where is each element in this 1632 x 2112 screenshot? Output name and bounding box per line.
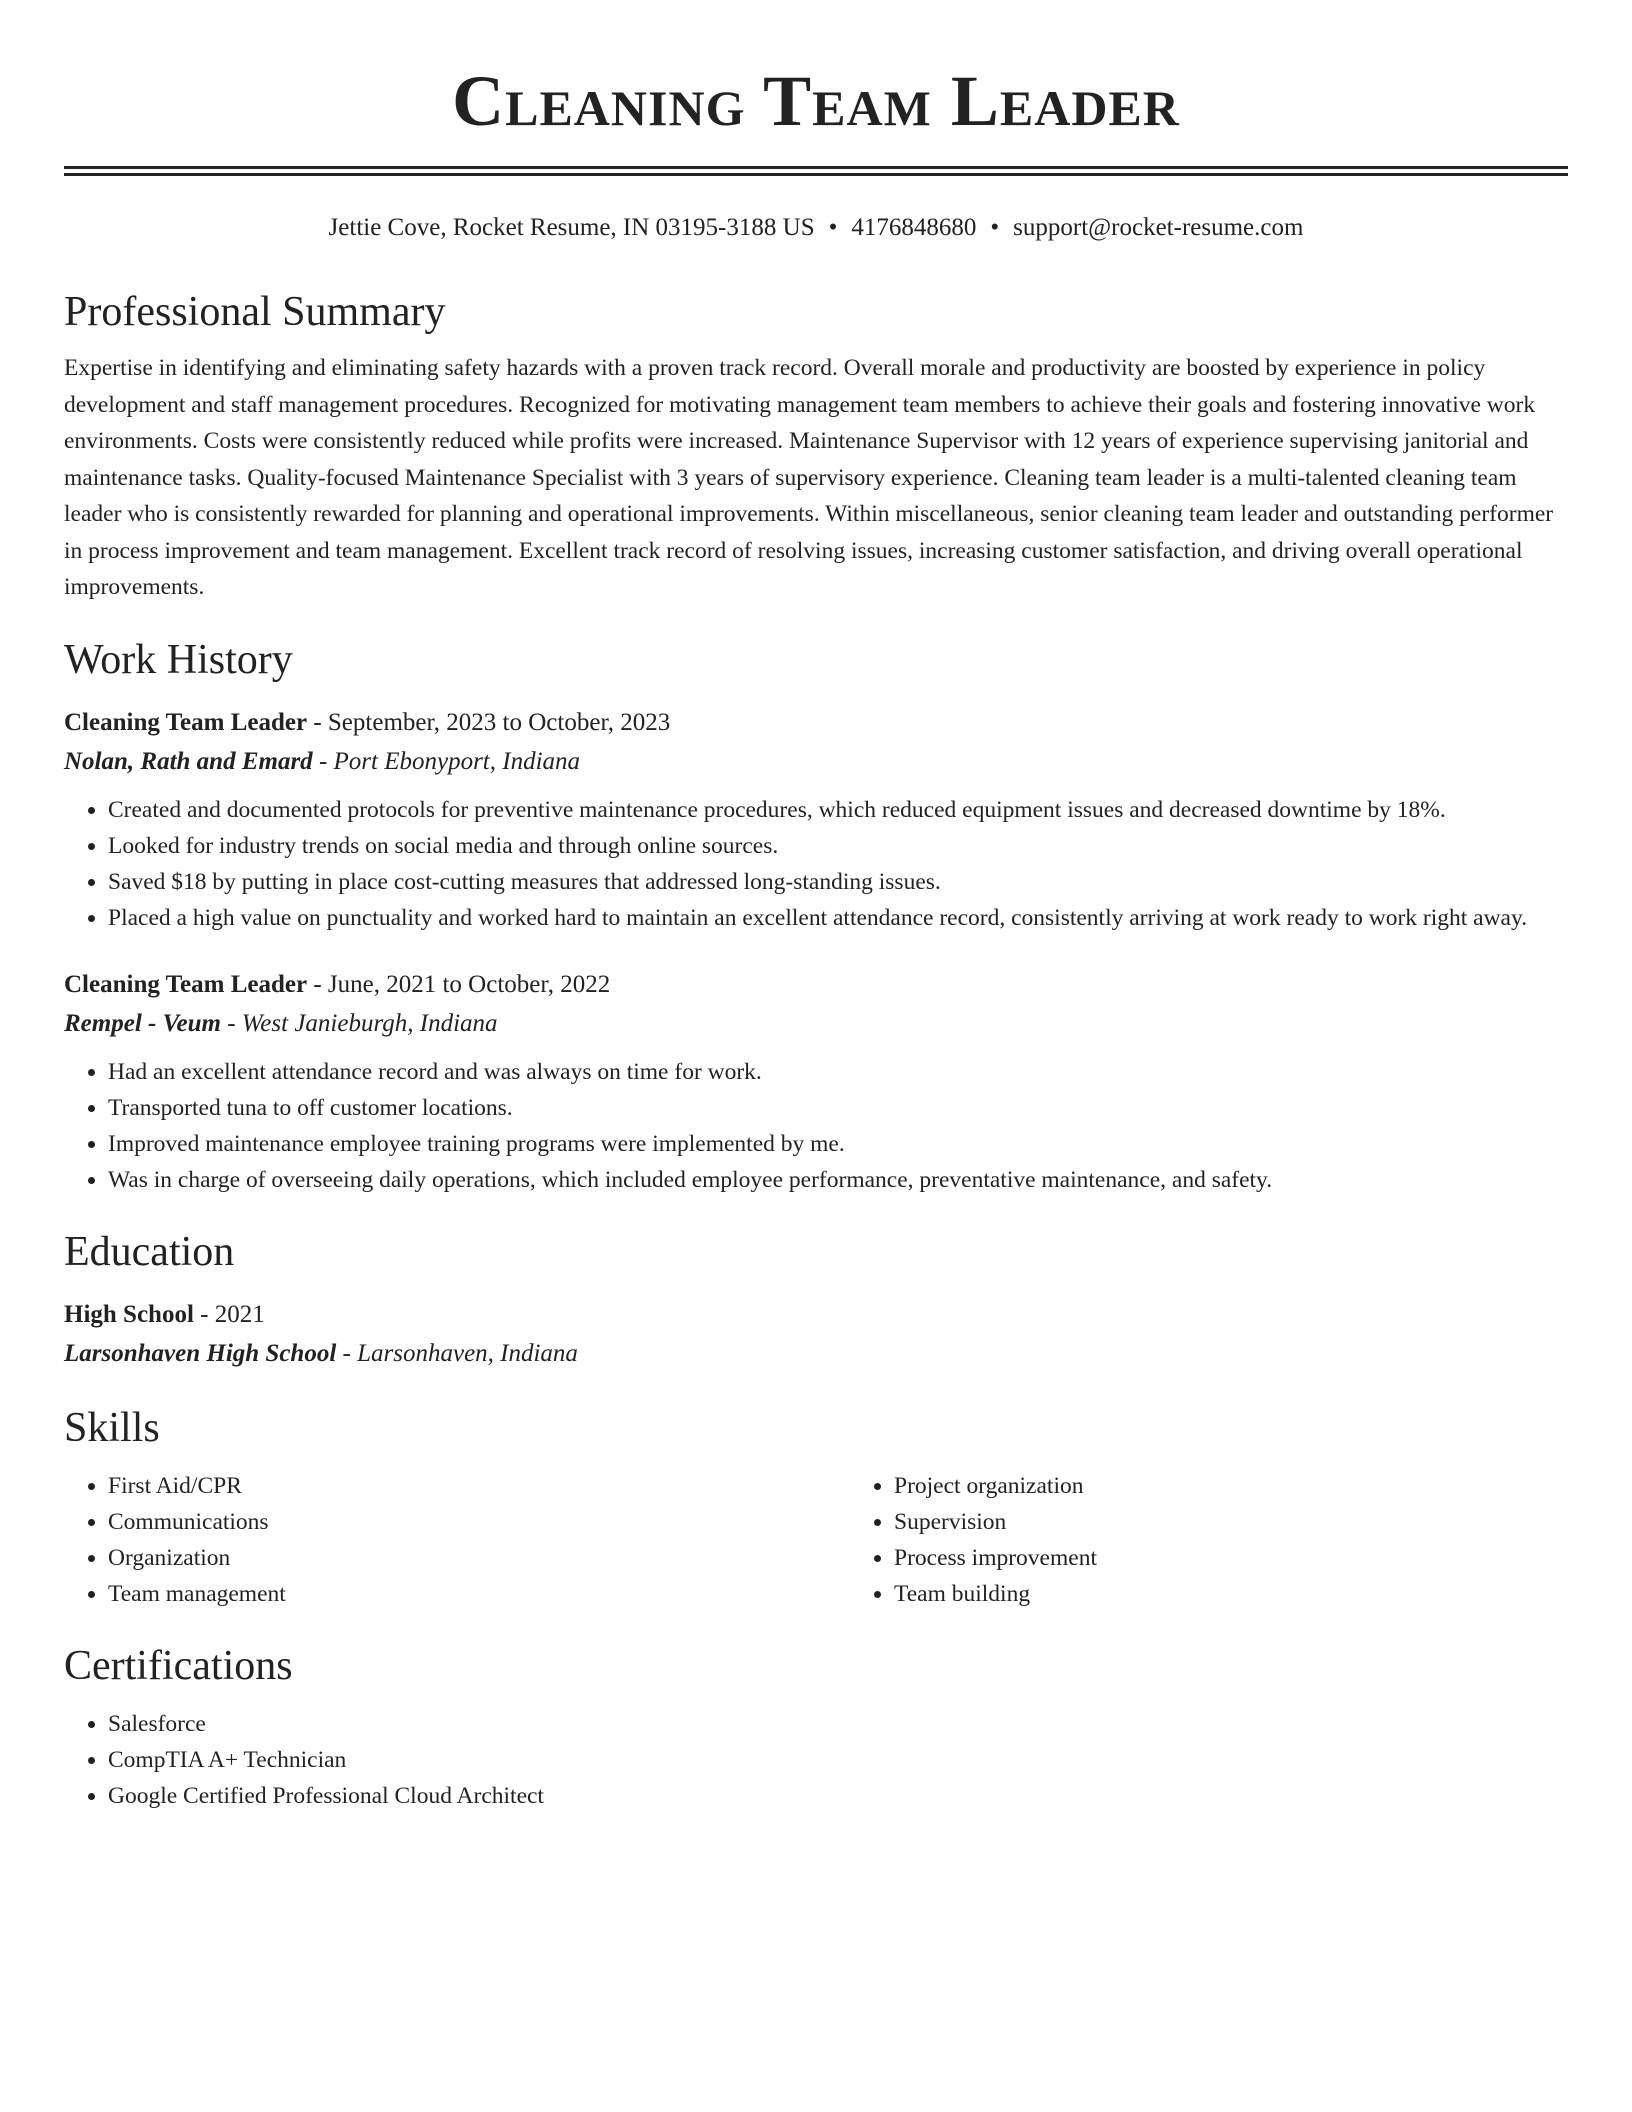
list-item: • CompTIA A+ Technician	[108, 1742, 1568, 1778]
list-item: • Process improvement	[894, 1540, 1632, 1576]
job-title-line	[64, 966, 1568, 1004]
list-item: • First Aid/CPR	[108, 1468, 850, 1504]
summary-heading: Professional Summary	[64, 289, 446, 335]
education-degree-line	[64, 1296, 1568, 1334]
list-item: • Saved $18 by putting in place cost-cutting measures that addressed long-standing issues.	[108, 864, 1568, 900]
list-item: • Team building	[894, 1576, 1632, 1612]
job-dates: - June, 2021 to October, 2022	[307, 970, 611, 998]
education-location: - Larsonhaven, Indiana	[336, 1339, 578, 1367]
list-item: • Salesforce	[108, 1706, 1568, 1742]
list-item: • Supervision	[894, 1504, 1632, 1540]
list-item: • Project organization	[894, 1468, 1632, 1504]
job-company: Nolan, Rath and Emard	[64, 747, 313, 775]
skills-columns	[64, 1468, 1568, 1612]
resume-title: Cleaning Team Leader	[452, 61, 1180, 141]
skills-heading: Skills	[64, 1404, 160, 1451]
education-school-line	[64, 1334, 1568, 1374]
skills-list-right	[850, 1468, 1632, 1612]
education-year: - 2021	[193, 1300, 265, 1328]
education-school: Larsonhaven High School	[64, 1339, 337, 1367]
job-bullets	[64, 792, 1568, 936]
job-role: Cleaning Team Leader	[64, 970, 308, 998]
list-item: • Was in charge of overseeing daily operations, which included employee performance, preventative maintenance, and safety.	[108, 1162, 1568, 1198]
certifications-heading: Certifications	[64, 1642, 293, 1689]
job-company-line	[64, 1004, 1568, 1044]
job-role: Cleaning Team Leader	[64, 708, 308, 736]
job-company: Rempel - Veum	[64, 1009, 221, 1037]
list-item: • Had an excellent attendance record and was always on time for work.	[108, 1054, 1568, 1090]
job-entry	[64, 704, 1568, 936]
job-location: - West Janieburgh, Indiana	[220, 1009, 498, 1037]
list-item: • Google Certified Professional Cloud Architect	[108, 1778, 1568, 1814]
skills-list-left	[64, 1468, 850, 1612]
list-item: • Created and documented protocols for preventive maintenance procedures, which reduced equipment issues and decreased downtime by 18%.	[108, 792, 1568, 828]
contact-email: support@rocket-resume.com	[1013, 214, 1304, 241]
education-heading: Education	[64, 1228, 235, 1275]
certifications-list	[64, 1706, 1568, 1814]
education-degree: High School	[64, 1300, 194, 1328]
job-company-line	[64, 742, 1568, 782]
list-item: • Communications	[108, 1504, 850, 1540]
summary-text: Expertise in identifying and eliminating safety hazards with a proven track record. Overall morale and productivity are boosted by experience in policy development and staff management procedures. Recognized for motivating management team members to achieve their goals and fostering innovative work environments. Costs were consistently reduced while profits were increased. Maintenance Supervisor with 12 years of experience supervising janitorial and maintenance tasks. Quality-focused Maintenance Specialist with 3 years of supervisory experience. Cleaning team leader is a multi-talented cleaning team leader who is consistently rewarded for planning and operational improvements. Within miscellaneous, senior cleaning team leader and outstanding performer in process improvement and team management. Excellent track record of resolving issues, increasing customer satisfaction, and driving overall operational improvements.	[64, 355, 1554, 600]
title-divider	[64, 166, 1568, 176]
contact-phone: 4176848680	[851, 214, 977, 241]
list-item: • Improved maintenance employee training programs were implemented by me.	[108, 1126, 1568, 1162]
job-entry	[64, 966, 1568, 1198]
job-bullets	[64, 1054, 1568, 1198]
contact-line	[64, 212, 1568, 244]
list-item: • Placed a high value on punctuality and worked hard to maintain an excellent attendance record, consistently arriving at work ready to work right away.	[108, 900, 1568, 936]
list-item: • Organization	[108, 1540, 850, 1576]
contact-separator: •	[828, 214, 838, 241]
job-title-line	[64, 704, 1568, 742]
job-dates: - September, 2023 to October, 2023	[307, 708, 671, 736]
list-item: • Team management	[108, 1576, 850, 1612]
certifications-section	[64, 1706, 1568, 1814]
job-location: - Port Ebonyport, Indiana	[312, 747, 581, 775]
list-item: • Looked for industry trends on social media and through online sources.	[108, 828, 1568, 864]
education-entry	[64, 1296, 1568, 1374]
contact-address: Jettie Cove, Rocket Resume, IN 03195-3188 US	[328, 214, 815, 241]
contact-separator: •	[990, 214, 1000, 241]
list-item: • Transported tuna to off customer locations.	[108, 1090, 1568, 1126]
work-history-heading: Work History	[64, 636, 293, 683]
